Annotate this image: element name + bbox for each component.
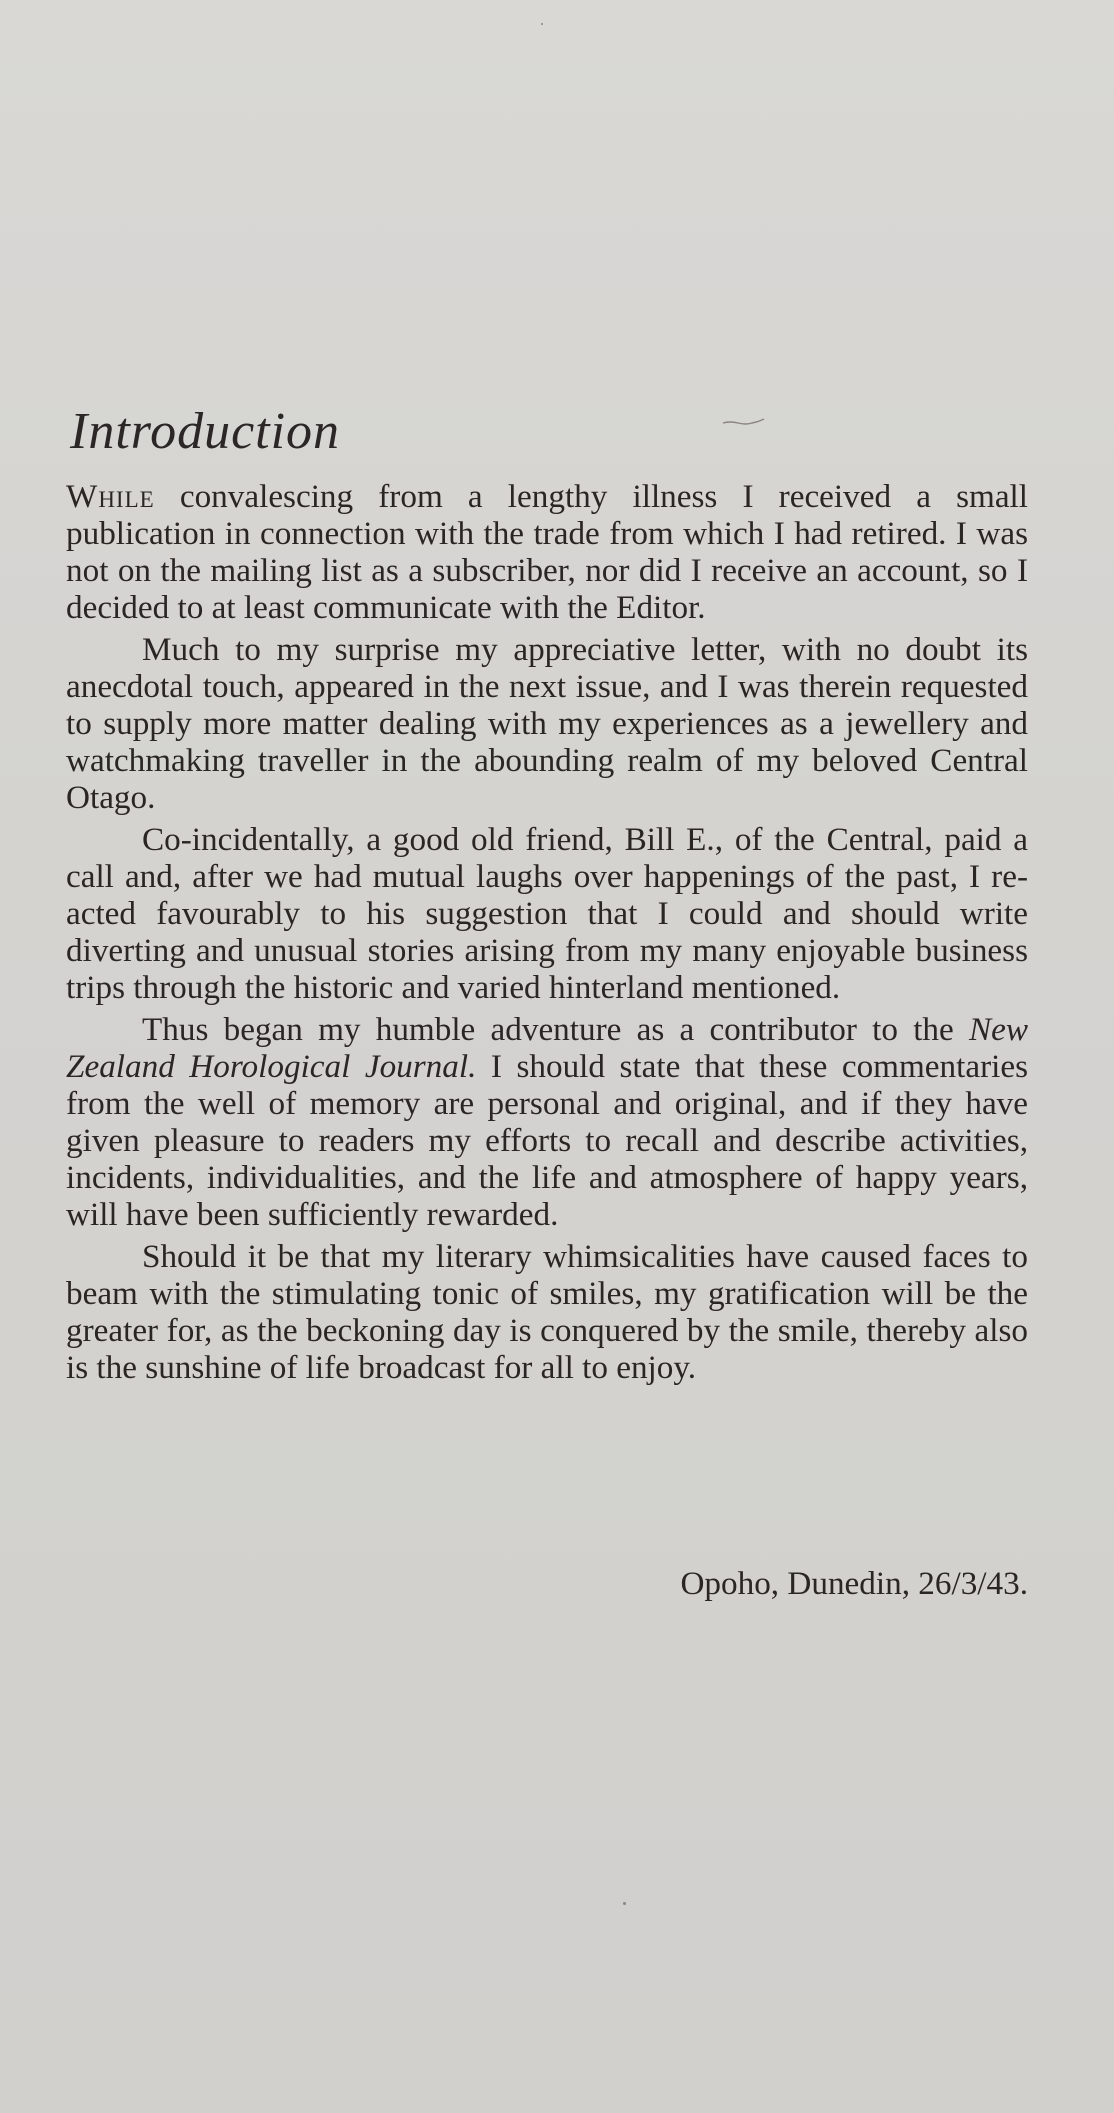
page-title: Introduction xyxy=(70,403,341,460)
introduction-body xyxy=(66,478,1028,1391)
ink-mark xyxy=(722,418,766,426)
paragraph-text: Thus began my humble adventure as a contributor to the xyxy=(142,1011,969,1048)
paragraph-text: convalescing from a lengthy illness I received a small publication in connection with the trade from which I had retired. I was not on the mailing list as a subscriber, nor did I receive an account, so I decided to at least communicate with the Editor. xyxy=(66,478,1028,626)
paragraph-4 xyxy=(66,1011,1028,1233)
paper-speck xyxy=(541,23,543,25)
place-date-signoff: Opoho, Dunedin, 26/3/43. xyxy=(680,1565,1028,1602)
paragraph-5: Should it be that my literary whimsicalities have caused faces to beam with the stimulating tonic of smiles, my gratification will be the greater for, as the beckoning day is conquered by the smile, thereby also is the sunshine of life broadcast for all to enjoy. xyxy=(66,1238,1028,1386)
paper-speck xyxy=(623,1902,626,1905)
paragraph-3: Co-incidentally, a good old friend, Bill E., of the Central, paid a call and, after we had mutual laughs over happenings of the past, I re-acted favourably to his suggestion that I could and should write diverting and unusual stories arising from my many enjoyable business trips through the historic and varied hinterland mentioned. xyxy=(66,821,1028,1006)
journal-title: New Zealand Horological Journal. xyxy=(66,1011,1028,1085)
paragraph-1 xyxy=(66,478,1028,626)
paragraph-text: I should state that these commentaries from the well of memory are personal and original, and if they have given pleasure to readers my efforts to recall and describe activities, incidents, individualities, and the life and atmosphere of happy years, will have been sufficiently rewarded. xyxy=(66,1048,1028,1233)
paragraph-lead-word: While xyxy=(66,478,155,515)
paragraph-2: Much to my surprise my appreciative letter, with no doubt its anecdotal touch, appeared in the next issue, and I was therein requested to supply more matter dealing with my experiences as a jewellery and watchmaking traveller in the abounding realm of my beloved Central Otago. xyxy=(66,631,1028,816)
